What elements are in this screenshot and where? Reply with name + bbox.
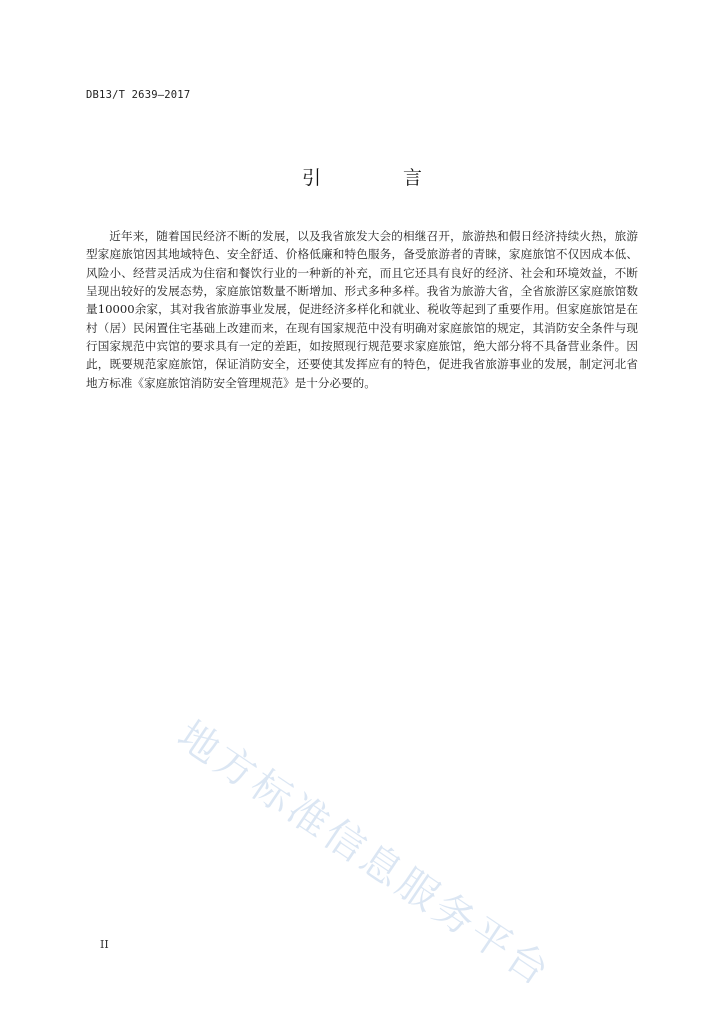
page-number: II [100, 938, 109, 951]
page-title: 引 言 [301, 167, 461, 189]
document-code: DB13/T 2639—2017 [86, 89, 191, 101]
introduction-paragraph: 近年来，随着国民经济不断的发展，以及我省旅发大会的相继召开，旅游热和假日经济持续火热，旅游型家庭旅馆因其地域特色、安全舒适、价格低廉和特色服务，备受旅游者的青睐，家庭旅馆不仅因成本低、风险小、经营灵活成为住宿和餐饮行业的一种新的补充，而且它还具有良好的经济、社会和环境效益，不断呈现出较好的发展态势，家庭旅馆数量不断增加、形式多种多样。我省为旅游大省，全省旅游区家庭旅馆数量10000余家，其对我省旅游事业发展，促进经济多样化和就业、税收等起到了重要作用。但家庭旅馆是在村（居）民闲置住宅基础上改建而来，在现有国家规范中没有明确对家庭旅馆的规定，其消防安全条件与现行国家规范中宾馆的要求具有一定的差距，如按照现行规范要求家庭旅馆，绝大部分将不具备营业条件。因此，既要规范家庭旅馆，保证消防安全，还要使其发挥应有的特色，促进我省旅游事业的发展，制定河北省地方标准《家庭旅馆消防安全管理规范》是十分必要的。 [86, 229, 638, 390]
watermark: 地方标准信息服务平台 [169, 712, 560, 997]
